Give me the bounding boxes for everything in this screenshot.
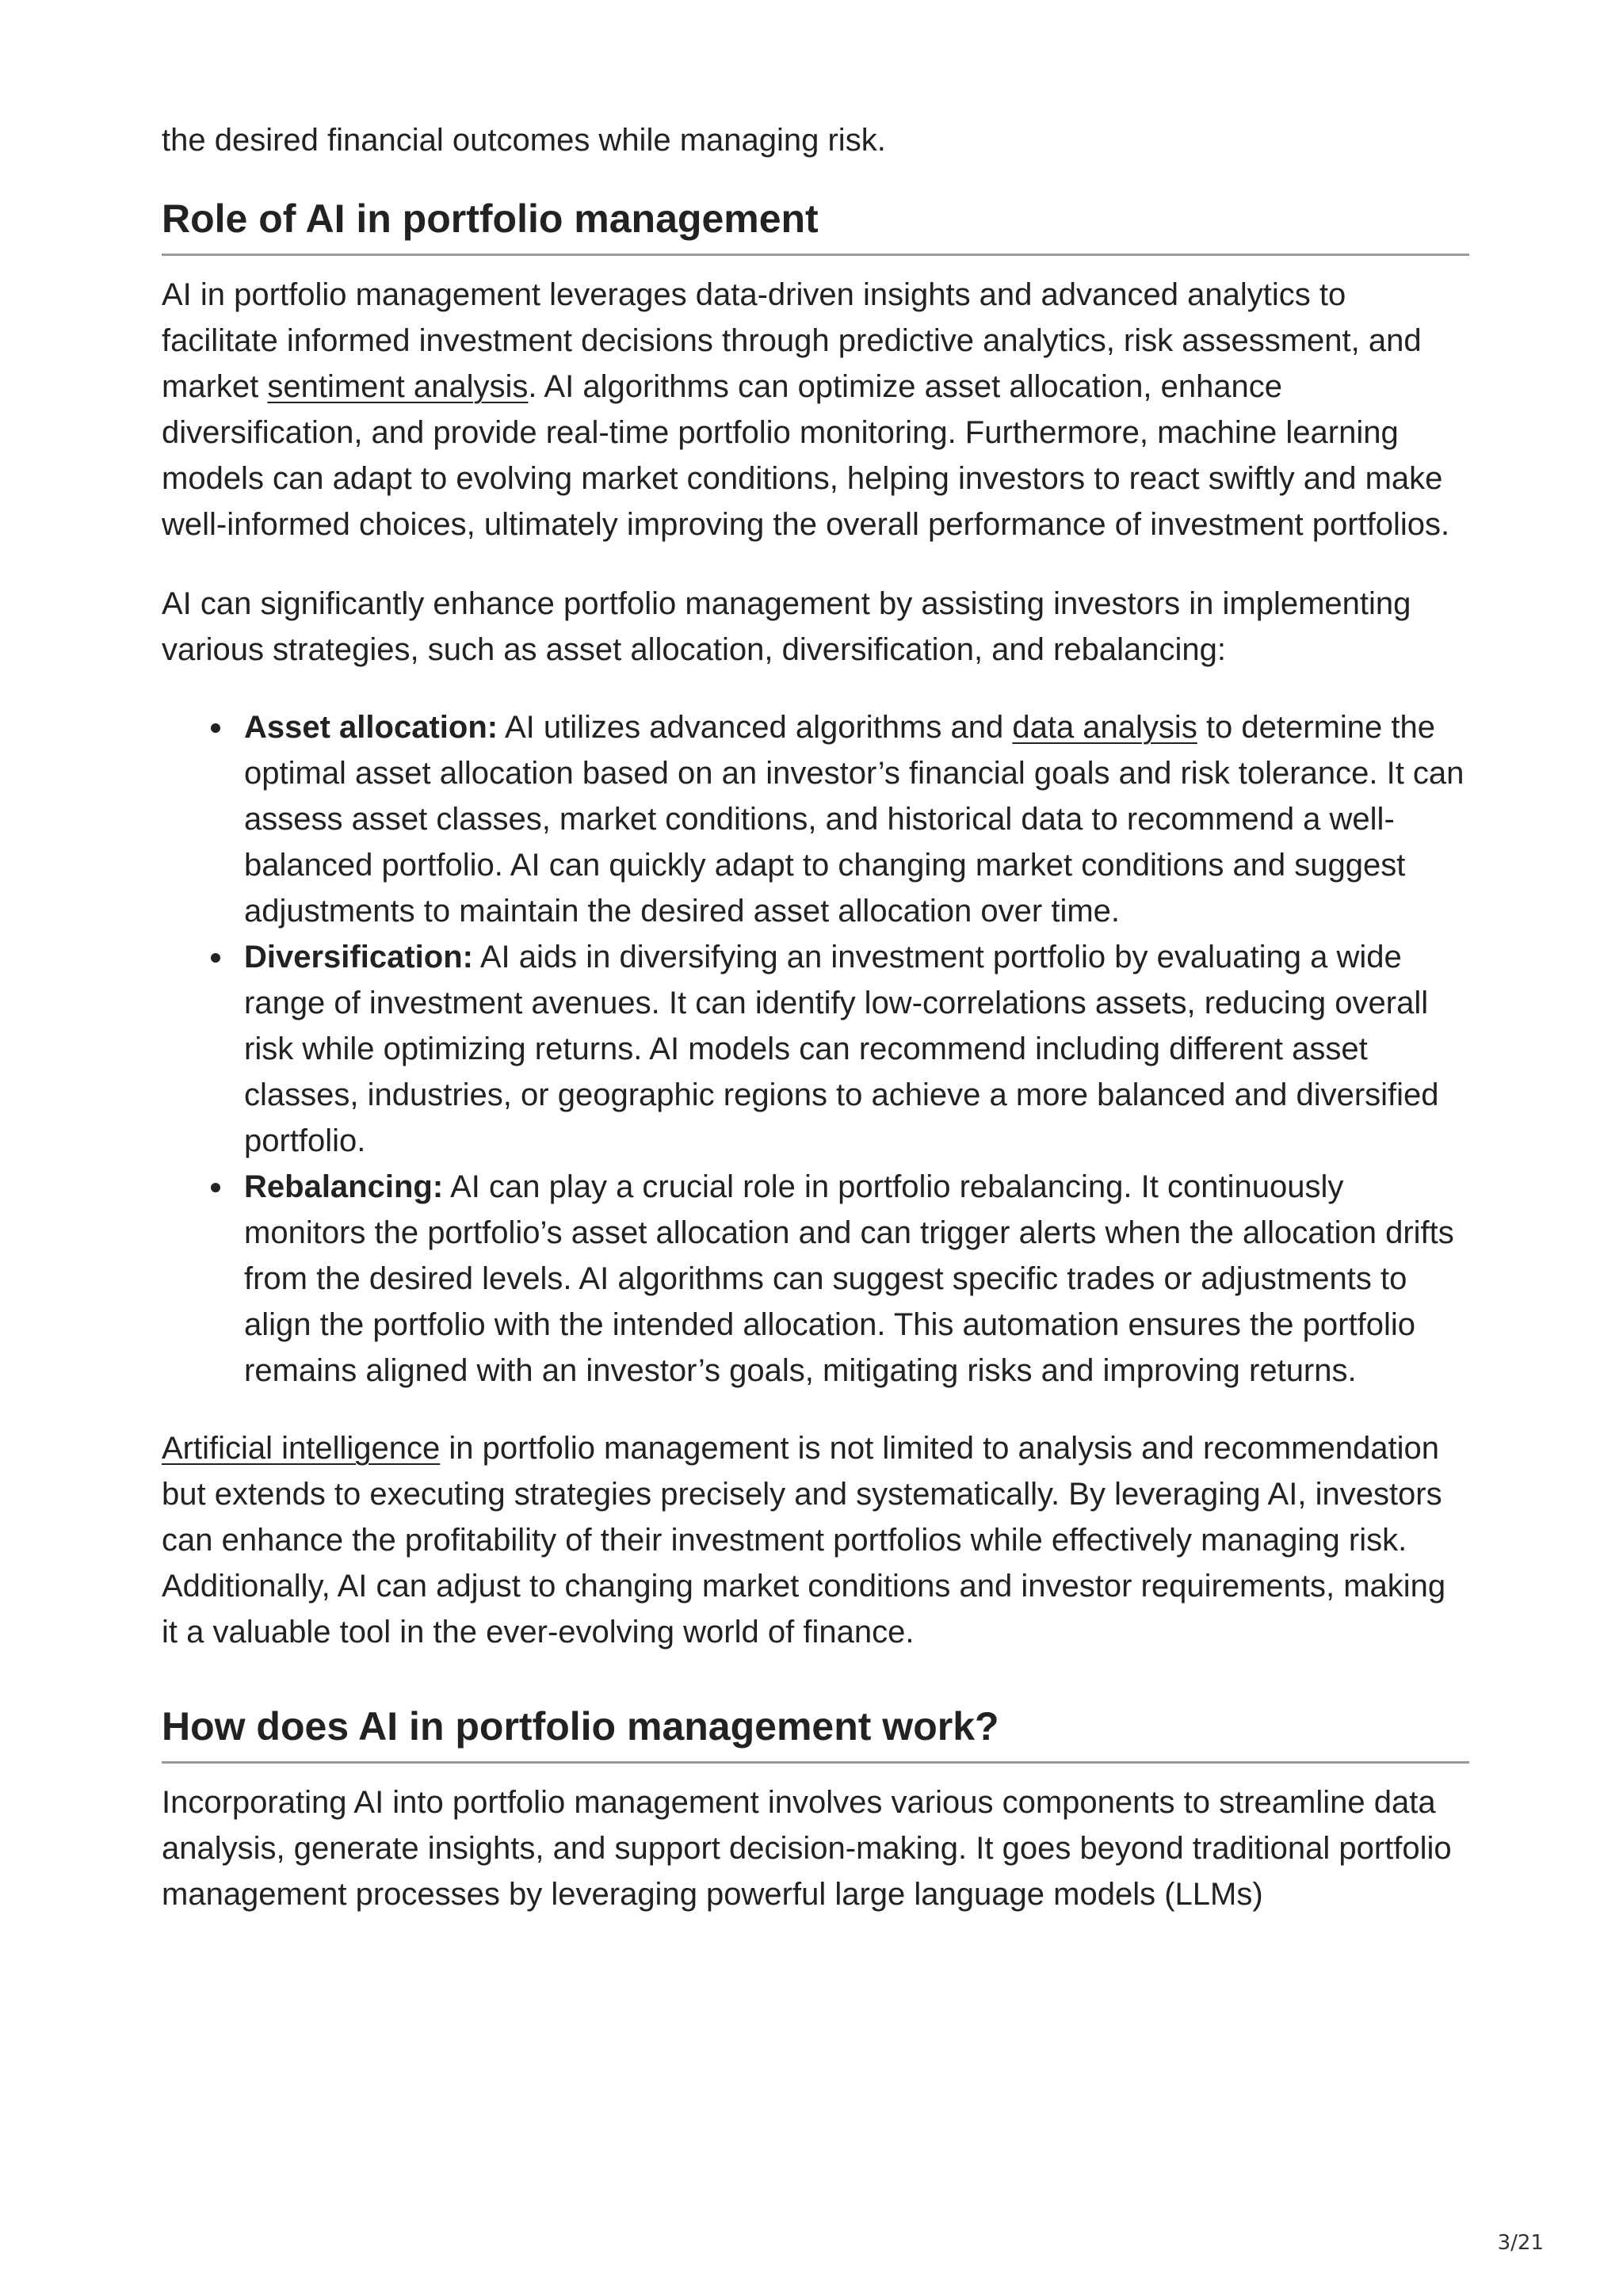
- section2-paragraph-1: Incorporating AI into portfolio management involves various components to streamline data analysis, generate insights, and support decision-making. It goes beyond traditional portfolio management processes by leveraging powerful large language models (LLMs): [162, 1785, 1452, 1912]
- sentiment-analysis-link[interactable]: sentiment analysis: [267, 369, 529, 404]
- list-item-term: Asset allocation:: [244, 710, 498, 745]
- section2-heading: How does AI in portfolio management work?: [162, 1704, 999, 1749]
- strategy-list: [162, 704, 1469, 1394]
- section1-paragraph-1: [162, 272, 1469, 547]
- data-analysis-link[interactable]: data analysis: [1012, 710, 1197, 745]
- artificial-intelligence-link[interactable]: Artificial intelligence: [162, 1431, 441, 1466]
- section2-heading-block: [162, 1701, 1469, 1764]
- list-item-term: Diversification:: [244, 940, 473, 974]
- list-item-rebalancing: [244, 1164, 1469, 1394]
- section1-paragraph-2: AI can significantly enhance portfolio management by assisting investors in implementing various strategies, such as asset allocation, diversification, and rebalancing:: [162, 586, 1411, 667]
- list-item-text: AI aids in diversifying an investment portfolio by evaluating a wide range of investment avenues. It can identify low-correlations assets, reducing overall risk while optimizing returns. AI models can recommend including different asset classes, industries, or geographic regions to achieve a more balanced and diversified portfolio.: [244, 940, 1439, 1158]
- page-number: 3/21: [1497, 2231, 1544, 2255]
- list-item-text: AI utilizes advanced algorithms and: [498, 710, 1013, 745]
- list-item-term: Rebalancing:: [244, 1169, 444, 1204]
- section1-heading: Role of AI in portfolio management: [162, 196, 819, 241]
- list-item-text: AI can play a crucial role in portfolio rebalancing. It continuously monitors the portfolio’s asset allocation and can trigger alerts when the allocation drifts from the desired levels. AI algorithms can suggest specific trades or adjustments to align the portfolio with the intended allocation. This automation ensures the portfolio remains aligned with an investor’s goals, mitigating risks and improving returns.: [244, 1169, 1454, 1388]
- section1-paragraph-1-start: AI in portfolio management leverages data-driven insights and advanced analytics to facilitate informed investment decisions through predictive analytics, risk assessment, and market: [162, 277, 1422, 404]
- intro-fragment: the desired financial outcomes while managing risk.: [162, 123, 886, 158]
- section1-paragraph-3-end: in portfolio management is not limited to analysis and recommendation but extends to executing strategies precisely and systematically. By leveraging AI, investors can enhance the profitability of their investment portfolios while effectively managing risk. Additionally, AI can adjust to changing market conditions and investor requirements, making it a valuable tool in the ever-evolving world of finance.: [162, 1431, 1446, 1650]
- section1-heading-block: [162, 193, 1469, 256]
- section1-paragraph-3: [162, 1425, 1469, 1655]
- list-item-asset-allocation: [244, 704, 1469, 934]
- page-content: [162, 111, 1469, 1917]
- list-item-text: to determine the optimal asset allocation based on an investor’s financial goals and risk tolerance. It can assess asset classes, market conditions, and historical data to recommend a well-balanced portfolio. AI can quickly adapt to changing market conditions and suggest adjustments to maintain the desired asset allocation over time.: [244, 710, 1465, 929]
- list-item-diversification: [244, 934, 1469, 1164]
- section1-paragraph-1-end: . AI algorithms can optimize asset allocation, enhance diversification, and provide real-time portfolio monitoring. Furthermore, machine learning models can adapt to evolving market conditions, helping investors to react swiftly and make well-informed choices, ultimately improving the overall performance of investment portfolios.: [162, 369, 1450, 542]
